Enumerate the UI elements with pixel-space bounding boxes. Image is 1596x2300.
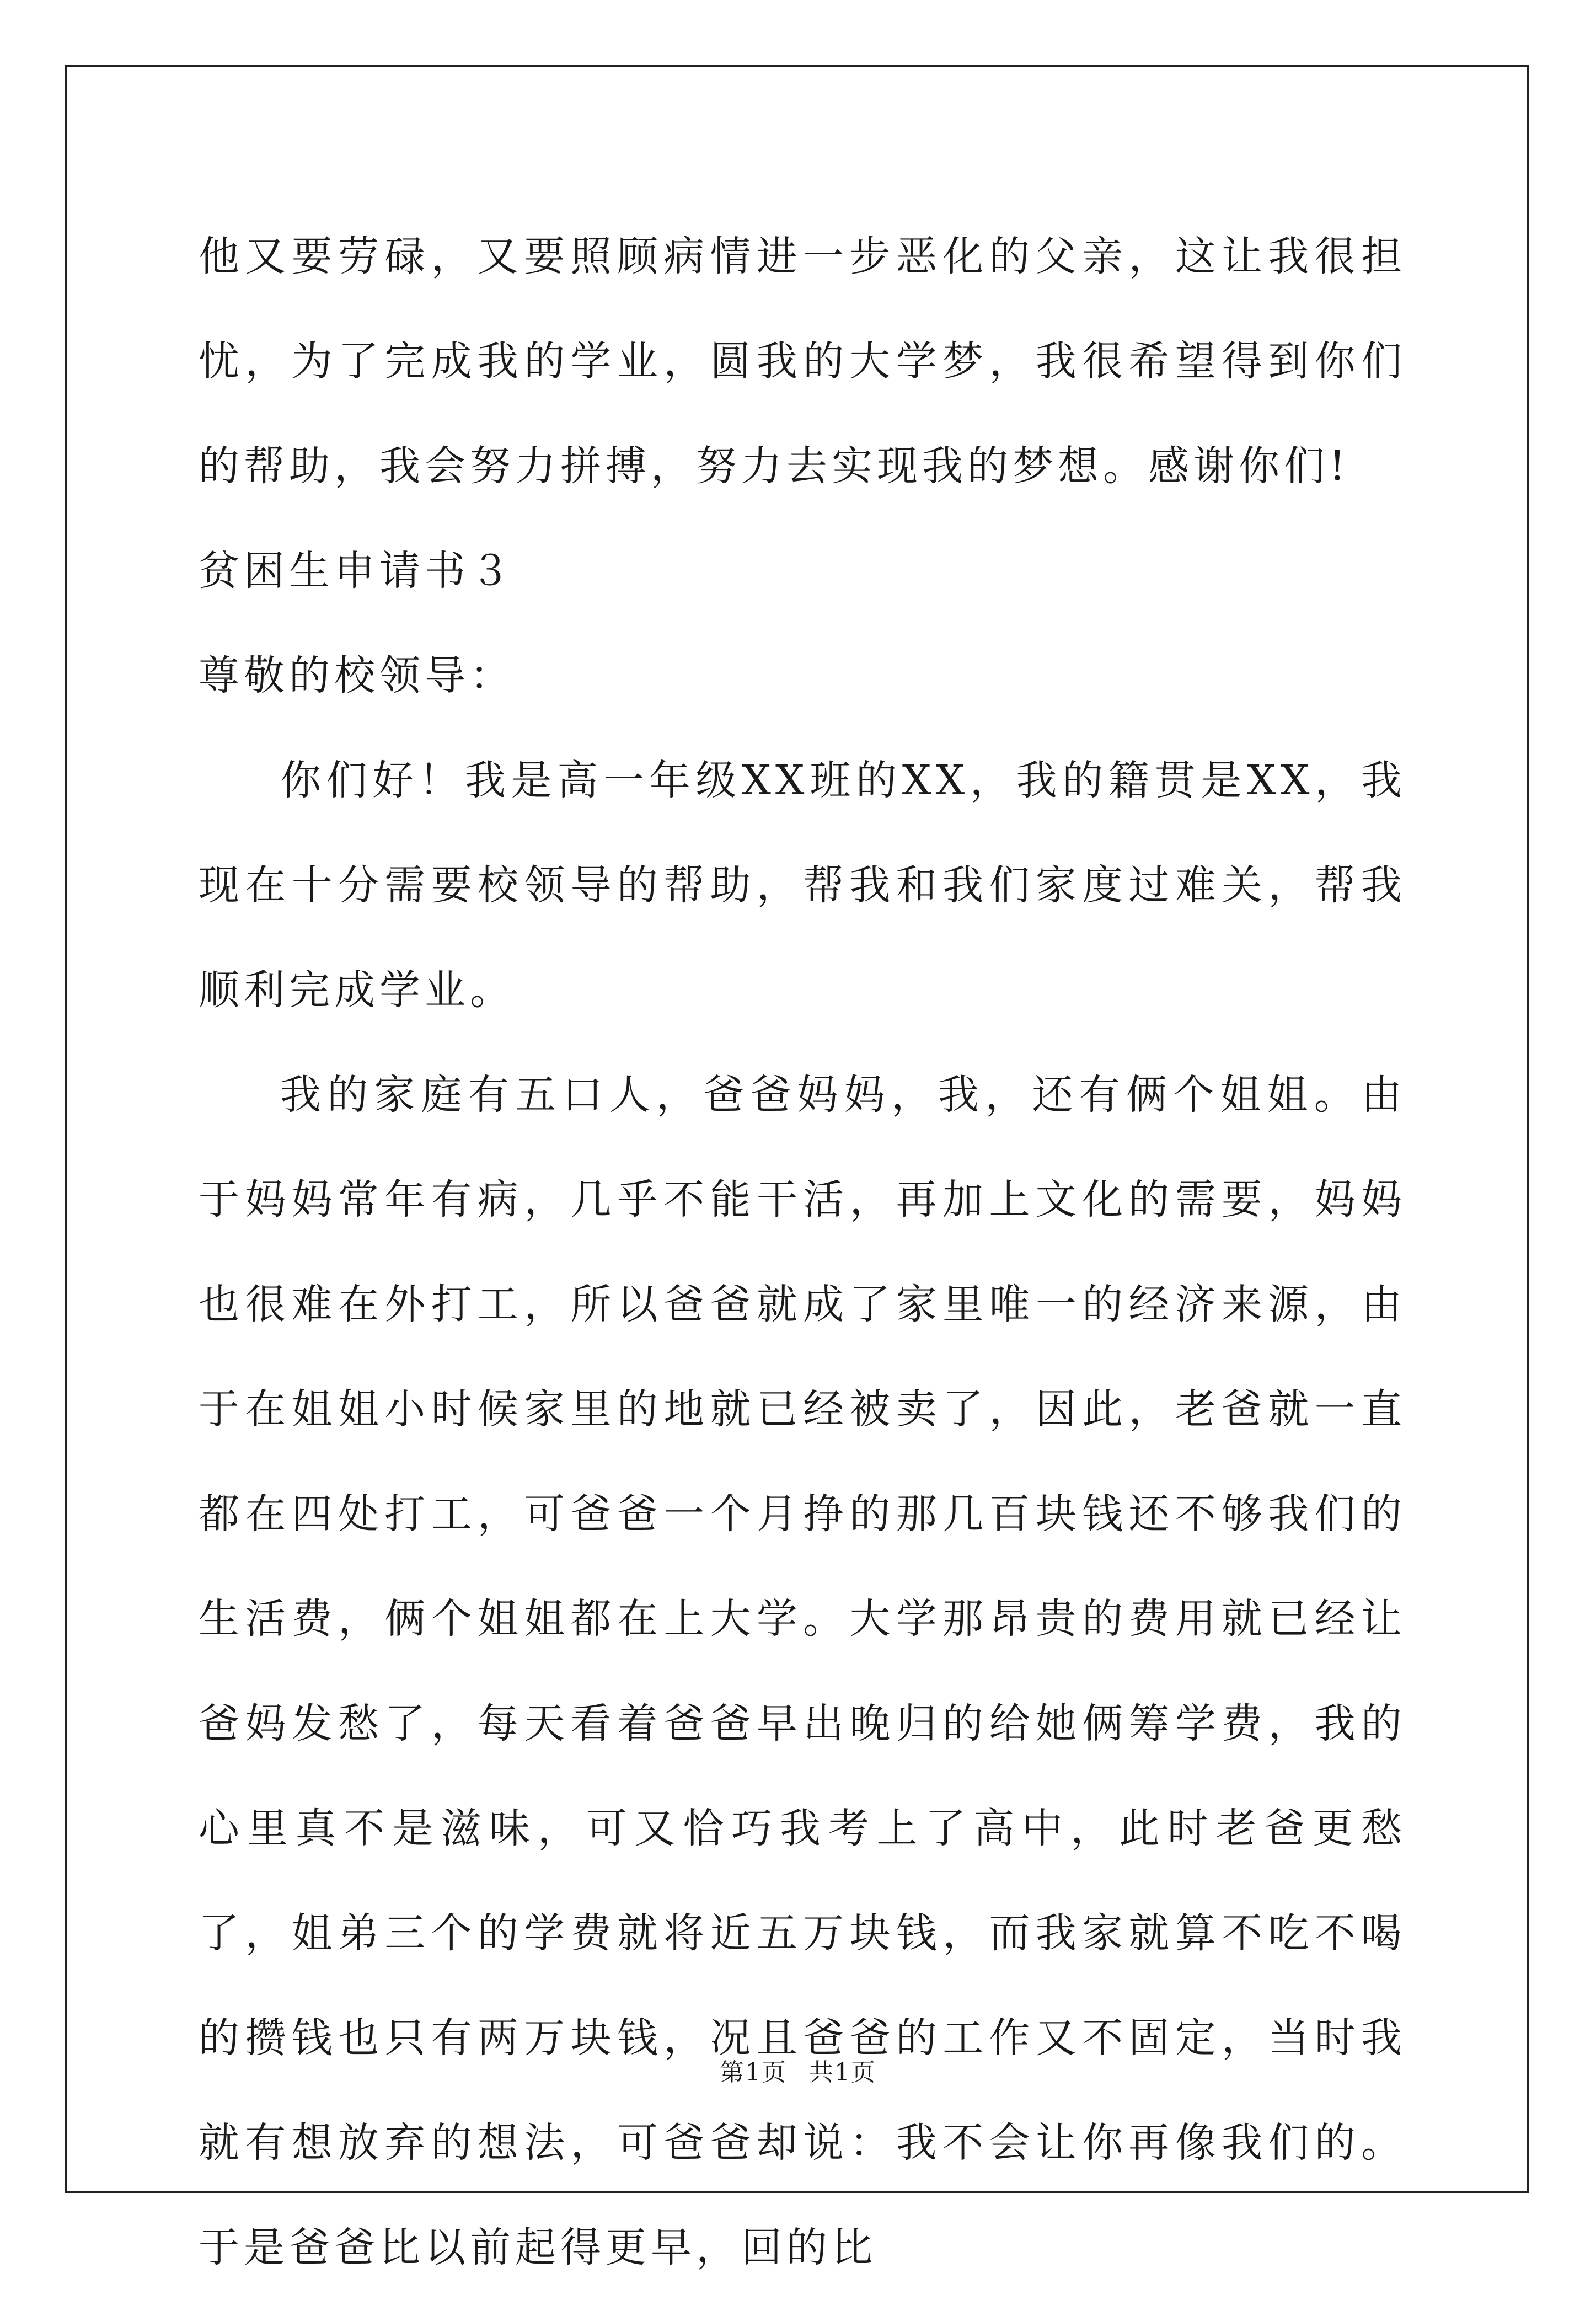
document-body — [199, 204, 1406, 2300]
page-number-current: 第1页 — [720, 2058, 787, 2087]
salutation: 尊敬的校领导： — [199, 652, 515, 699]
document-heading: 贫困生申请书３ — [199, 547, 515, 595]
page-footer — [0, 2056, 1596, 2089]
page-number-total: 共1页 — [809, 2058, 876, 2087]
paragraph-introduction: 你们好！我是高一年级XX班的XX，我的籍贯是XX，我现在十分需要校领导的帮助，帮我和我们家度过难关，帮我顺利完成学业。 — [199, 757, 1406, 1014]
paragraph-continuation: 他又要劳碌，又要照顾病情进一步恶化的父亲，这让我很担忧，为了完成我的学业，圆我的大学梦，我很希望得到你们的帮助，我会努力拼搏，努力去实现我的梦想。感谢你们! — [199, 233, 1406, 490]
paragraph-family-situation: 我的家庭有五口人，爸爸妈妈，我，还有俩个姐姐。由于妈妈常年有病，几乎不能干活，再加上文化的需要，妈妈也很难在外打工，所以爸爸就成了家里唯一的经济来源，由于在姐姐小时候家里的地就已经被卖了，因此，老爸就一直都在四处打工，可爸爸一个月挣的那几百块钱还不够我们的生活费，俩个姐姐都在上大学。大学那昂贵的费用就已经让爸妈发愁了，每天看着爸爸早出晚归的给她俩筹学费，我的心里真不是滋味，可又恰巧我考上了高中，此时老爸更愁了，姐弟三个的学费就将近五万块钱，而我家就算不吃不喝的攒钱也只有两万块钱，况且爸爸的工作又不固定，当时我就有想放弃的想法，可爸爸却说：我不会让你再像我们的。于是爸爸比以前起得更早，回的比 — [199, 1071, 1406, 2271]
